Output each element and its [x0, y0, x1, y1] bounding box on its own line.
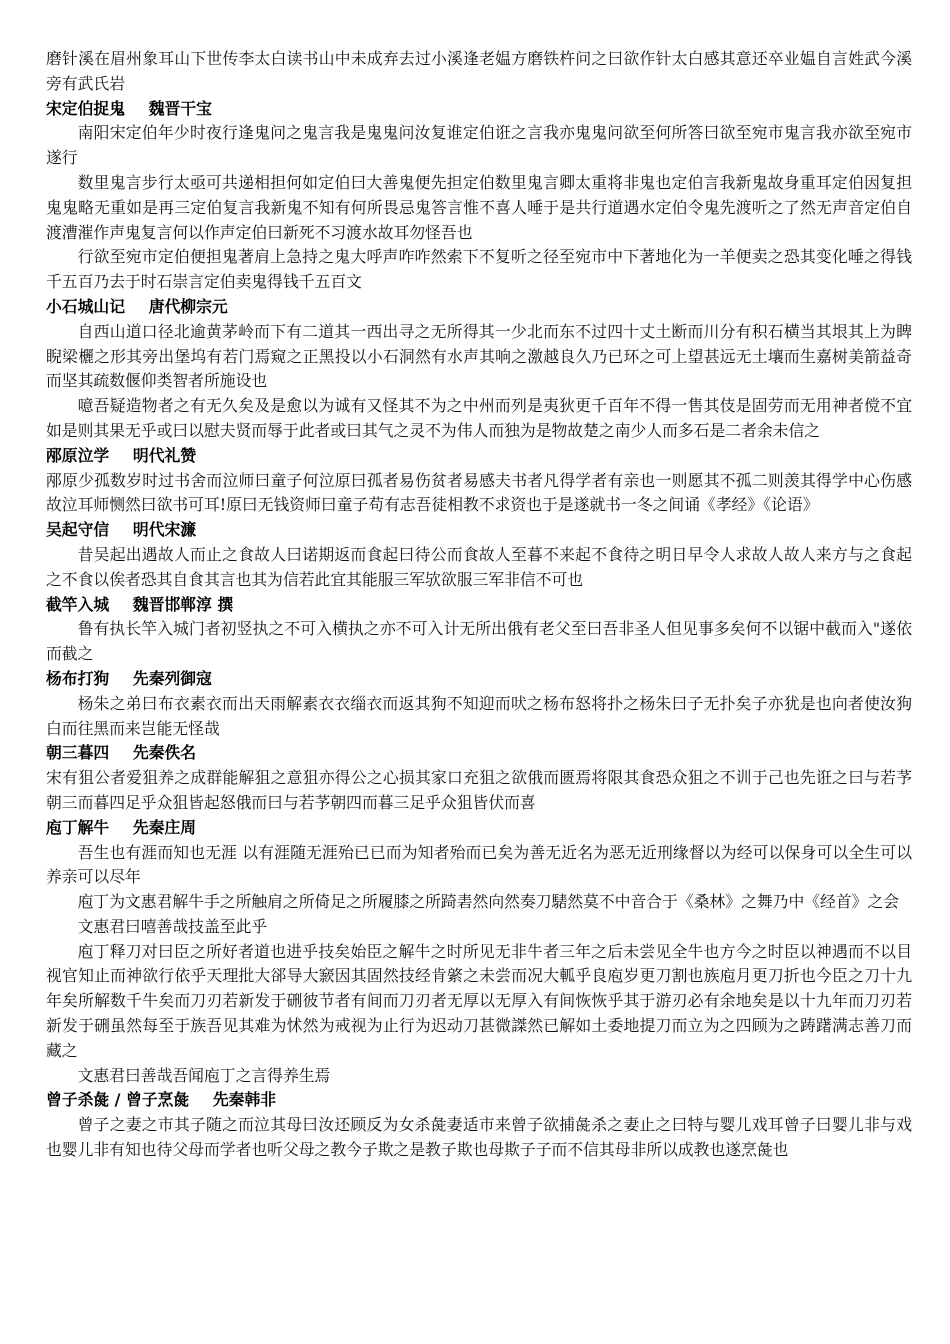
- section-author: 明代礼赞: [132, 445, 197, 465]
- paragraph: 数里鬼言步行太亟可共递相担何如定伯曰大善鬼便先担定伯数里鬼言卿太重将非鬼也定伯言我新鬼故身重耳定伯因复担鬼鬼略无重如是再三定伯复言我新鬼不知有何所畏忌鬼答言惟不喜人唾于是共行道遇水定伯令鬼先渡听之了然无声音定伯自渡漕漼作声鬼复言何以作声定伯曰新死不习渡水故耳勿怪吾也: [46, 172, 912, 242]
- paragraph: 邴原少孤数岁时过书舍而泣师曰童子何泣原曰孤者易伤贫者易感夫书者凡得学者有亲也一则愿其不孤二则羡其得学中心伤感故泣耳师恻然曰欲书可耳!原曰无钱资师曰童子苟有志吾徒相教不求资也于是遂就书一冬之间诵《孝经》《论语》: [46, 470, 912, 515]
- section-heading: [46, 97, 912, 122]
- section-title: 邴原泣学: [46, 445, 110, 465]
- section-title: 截竿入城: [46, 594, 110, 614]
- section-title: 杨布打狗: [46, 668, 110, 688]
- paragraph: 行欲至宛市定伯便担鬼著肩上急持之鬼大呼声咋咋然索下不复听之径至宛市中下著地化为一羊便卖之恐其变化唾之得钱千五百乃去于时石崇言定伯卖鬼得钱千五百文: [46, 247, 912, 292]
- paragraph: 杨朱之弟曰布衣素衣而出天雨解素衣衣缁衣而返其狗不知迎而吠之杨布怒将扑之杨朱曰子无扑矣子亦犹是也向者使汝狗白而往黑而来岂能无怪哉: [46, 693, 912, 738]
- paragraph: 昔吴起出遇故人而止之食故人曰诺期返而食起曰待公而食故人至暮不来起不食待之明日早令人求故人故人来方与之食起之不食以俟者恐其自食其言也其为信若此宜其能服三军欤欲服三军非信不可也: [46, 544, 912, 589]
- section-heading: [46, 444, 912, 469]
- section-author: 先秦佚名: [132, 743, 197, 763]
- paragraph: 文惠君曰善哉吾闻庖丁之言得养生焉: [77, 1065, 331, 1085]
- paragraph: 南阳宋定伯年少时夜行逢鬼问之鬼言我是鬼鬼问汝复谁定伯诳之言我亦鬼鬼问欲至何所答曰欲至宛市鬼言我亦欲至宛市遂行: [46, 123, 912, 168]
- section-title: 庖丁解牛: [46, 817, 110, 837]
- section-title: 吴起守信: [46, 520, 110, 540]
- paragraph: 文惠君曰嘻善哉技盖至此乎: [77, 916, 268, 936]
- paragraph: 自西山道口径北逾黄茅岭而下有二道其一西出寻之无所得其一少北而东不过四十丈土断而川分有积石横当其垠其上为睥睨梁欐之形其旁出堡坞有若门焉窥之正黑投以小石洞然有水声其响之激越良久乃已环之可上望甚远无土壤而生嘉树美箭益奇而坚其疏数偃仰类智者所施设也: [46, 321, 912, 391]
- section-heading: [46, 816, 912, 841]
- document-body: [46, 47, 912, 1163]
- paragraph: 噫吾疑造物者之有无久矣及是愈以为诚有又怪其不为之中州而列是夷狄更千百年不得一售其伎是固劳而无用神者傥不宜如是则其果无乎或曰以慰夫贤而辱于此者或曰其气之灵不为伟人而独为是物故楚之南少人而多石是二者余未信之: [46, 396, 912, 440]
- section-title: 曾子杀彘 / 曾子烹彘: [46, 1090, 190, 1110]
- paragraph: 庖丁释刀对曰臣之所好者道也进乎技矣始臣之解牛之时所见无非牛者三年之后未尝见全牛也方今之时臣以神遇而不以目视官知止而神欲行依乎天理批大郤导大窾因其固然技经肯綮之未尝而况大軱乎良庖岁更刀割也族庖月更刀折也今臣之刀十九年矣所解数千牛矣而刀刃若新发于硎彼节者有间而刀刃者无厚以无厚入有间恢恢乎其于游刃必有余地矣是以十九年而刀刃若新发于硎虽然每至于族吾见其难为怵然为戒视为止行为迟动刀甚微謋然已解如土委地提刀而立为之四顾为之踌躇满志善刀而藏之: [46, 941, 912, 1060]
- paragraph: 庖丁为文惠君解牛手之所触肩之所倚足之所履膝之所踦砉然向然奏刀騞然莫不中音合于《桑林》之舞乃中《经首》之会: [77, 892, 900, 912]
- section-title: 朝三暮四: [46, 743, 110, 763]
- paragraph: 磨针溪在眉州象耳山下世传李太白读书山中未成弃去过小溪逢老媪方磨铁杵问之曰欲作针太白感其意还卒业媪自言姓武今溪旁有武氏岩: [46, 49, 912, 93]
- section-heading: [46, 1088, 912, 1113]
- section-author: 唐代柳宗元: [148, 296, 228, 316]
- section-author: 魏晋邯郸淳 撰: [132, 594, 234, 614]
- section-heading: [46, 741, 912, 766]
- paragraph: 鲁有执长竿入城门者初竖执之不可入横执之亦不可入计无所出俄有老父至曰吾非圣人但见事多矣何不以锯中截而入"遂依而截之: [46, 619, 912, 664]
- section-heading: [46, 518, 912, 543]
- section-heading: [46, 593, 912, 618]
- paragraph: 吾生也有涯而知也无涯 以有涯随无涯殆已已而为知者殆而已矣为善无近名为恶无近刑缘督以为经可以保身可以全生可以养亲可以尽年: [46, 842, 912, 887]
- section-title: 宋定伯捉鬼: [46, 98, 125, 118]
- section-author: 先秦韩非: [212, 1090, 277, 1110]
- section-author: 魏晋干宝: [148, 98, 212, 118]
- section-author: 先秦庄周: [132, 817, 197, 837]
- section-author: 明代宋濂: [132, 520, 197, 540]
- paragraph: 宋有狙公者爱狙养之成群能解狙之意狙亦得公之心损其家口充狙之欲俄而匮焉将限其食恐众狙之不训于己也先诳之曰与若芧朝三而暮四足乎众狙皆起怒俄而曰与若芧朝四而暮三足乎众狙皆伏而喜: [46, 768, 912, 812]
- section-heading: [46, 295, 912, 320]
- section-author: 先秦列御寇: [132, 668, 212, 688]
- paragraph: 曾子之妻之市其子随之而泣其母曰汝还顾反为女杀彘妻适市来曾子欲捕彘杀之妻止之曰特与婴儿戏耳曾子曰婴儿非与戏也婴儿非有知也待父母而学者也听父母之教今子欺之是教子欺也母欺子子而不信其母非所以成教也遂烹彘也: [46, 1115, 912, 1160]
- section-heading: [46, 667, 912, 692]
- section-title: 小石城山记: [46, 296, 125, 316]
